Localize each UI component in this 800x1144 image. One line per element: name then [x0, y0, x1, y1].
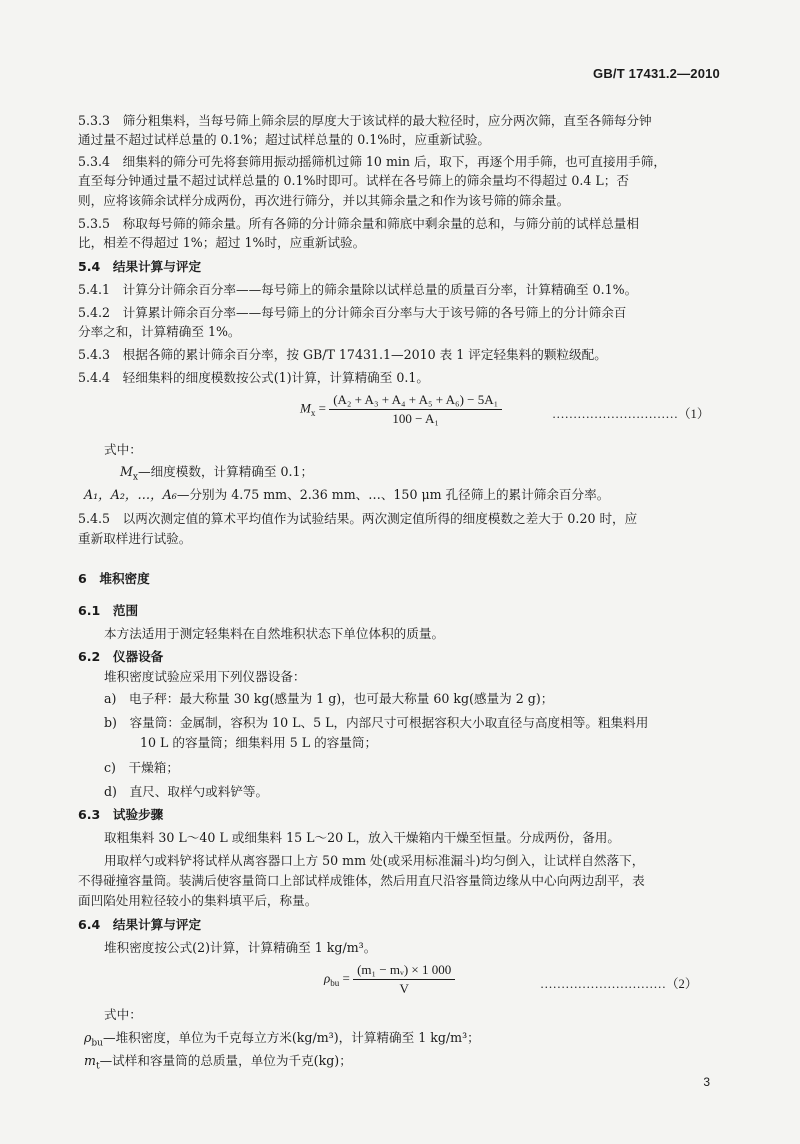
- para-5-3-4-cont2: 则，应将该筛余试样分成两份，再次进行筛分，并以其筛余量之和作为该号筛的筛余量。: [78, 193, 570, 208]
- para-5-3-5: 5.3.5 称取每号筛的筛余量。所有各筛的分计筛余量和筛底中剩余量的总和，与筛分前的试样总量相: [78, 216, 639, 231]
- para-5-4-5-cont: 重新取样进行试验。: [78, 531, 192, 546]
- standard-code-header: GB/T 17431.2—2010: [593, 66, 720, 81]
- formula-1: $M_x$ = $\frac{\text{(A₂ + A₃ + A₄ + A₅ + A₆) − 5A₁}}{\text{100 − A₁}}$: [300, 392, 502, 427]
- formula-1-lhs-sub: x: [310, 408, 316, 419]
- def-a-text: —分别为 4.75 mm、2.36 mm、…、150 μm 孔径筛上的累计筛余百分率。: [176, 487, 610, 502]
- para-6-1: 本方法适用于测定轻集料在自然堆积状态下单位体积的质量。: [104, 626, 445, 641]
- section-6-2-heading: 6.2 仪器设备: [78, 649, 164, 664]
- section-6-1-heading: 6.1 范围: [78, 603, 139, 618]
- def-m1-text: —试样和容量筒的总质量，单位为千克(kg)；: [99, 1053, 352, 1068]
- list-item-c: c) 干燥箱；: [104, 760, 179, 775]
- formula-2-number: …………………………（2）: [540, 977, 698, 991]
- page-number: 3: [703, 1075, 710, 1089]
- def-m1-symbol-sub: t: [95, 1061, 100, 1072]
- def-rho: [84, 1029, 480, 1053]
- formula-2-lhs-sub: bu: [330, 978, 340, 989]
- def-a-list: [84, 486, 609, 504]
- para-5-3-4-cont1: 直至每分钟通过量不超过试样总量的 0.1%时即可。试样在各号筛上的筛余量均不得超过 0.4 L；否: [78, 173, 629, 188]
- para-6-4: 堆积密度按公式(2)计算，计算精确至 1 kg/m³。: [104, 940, 377, 955]
- def-mx: [120, 463, 313, 487]
- def-m1-symbol: m: [84, 1053, 96, 1068]
- formula-2-denominator: V: [399, 981, 409, 996]
- formula-2-fraction: [353, 962, 455, 997]
- para-5-4-5: 5.4.5 以两次测定值的算术平均值作为试验结果。两次测定值所得的细度模数之差大于 0.20 时，应: [78, 511, 638, 526]
- formula-2-lhs: ρ: [324, 970, 331, 986]
- list-item-a: a) 电子秤：最大称量 30 kg(感量为 1 g)，也可最大称量 60 kg(感量为 2 g)；: [104, 691, 554, 706]
- def-mx-symbol: M: [120, 464, 133, 479]
- para-5-4-3: 5.4.3 根据各筛的累计筛余百分率，按 GB/T 17431.1—2010 表 1 评定轻集料的颗粒级配。: [78, 347, 607, 362]
- para-5-4-1: 5.4.1 计算分计筛余百分率——每号筛上的筛余量除以试样总量的质量百分率，计算精确至 0.1%。: [78, 282, 638, 297]
- def-rho-symbol-sub: bu: [91, 1038, 103, 1049]
- where-label-2: 式中：: [104, 1007, 142, 1022]
- formula-1-fraction: [329, 392, 502, 427]
- para-5-3-3: 5.3.3 筛分粗集料，当每号筛上筛余层的厚度大于该试样的最大粒径时，应分两次筛，直至各筛每分钟: [78, 113, 652, 128]
- def-mx-text: —细度模数，计算精确至 0.1；: [137, 464, 314, 479]
- where-label-1: 式中：: [104, 442, 142, 457]
- para-5-4-4: 5.4.4 轻细集料的细度模数按公式(1)计算，计算精确至 0.1。: [78, 370, 429, 385]
- formula-1-lhs: M: [300, 400, 311, 416]
- def-rho-text: —堆积密度，单位为千克每立方米(kg/m³)，计算精确至 1 kg/m³；: [102, 1030, 480, 1045]
- para-6-3-1: 取粗集料 30 L～40 L 或细集料 15 L～20 L，放入干燥箱内干燥至恒量。分成两份，备用。: [104, 830, 620, 845]
- para-5-3-4: 5.3.4 细集料的筛分可先将套筛用振动摇筛机过筛 10 min 后，取下，再逐个用手筛，也可直接用手筛，: [78, 154, 666, 169]
- section-6-4-heading: 6.4 结果计算与评定: [78, 917, 202, 932]
- section-6-heading: 6 堆积密度: [78, 571, 150, 586]
- para-6-2-intro: 堆积密度试验应采用下列仪器设备：: [104, 669, 306, 684]
- section-6-3-heading: 6.3 试验步骤: [78, 807, 164, 822]
- def-m1: [84, 1052, 352, 1076]
- list-item-b: b) 容量筒：金属制，容积为 10 L、5 L，内部尺寸可根据容积大小取直径与高度相等。粗集料用: [104, 715, 649, 730]
- formula-1-number: …………………………（1）: [552, 407, 710, 421]
- def-a-symbols: A₁，A₂，…，A₆: [84, 487, 177, 502]
- formula-1-denominator: 100 − A₁: [392, 411, 439, 426]
- def-mx-symbol-sub: x: [132, 472, 138, 483]
- list-item-d: d) 直尺、取样勺或料铲等。: [104, 784, 269, 799]
- para-6-3-2: 用取样勺或料铲将试样从离容器口上方 50 mm 处(或采用标准漏斗)均匀倒入，让试样自然落下，: [104, 853, 645, 868]
- para-5-3-3-cont: 通过量不超过试样总量的 0.1%；超过试样总量的 0.1%时，应重新试验。: [78, 132, 491, 147]
- para-5-3-5-cont: 比，相差不得超过 1%；超过 1%时，应重新试验。: [78, 235, 366, 250]
- para-6-3-2-cont1: 不得碰撞容量筒。装满后使容量筒口上部试样成锥体，然后用直尺沿容量筒边缘从中心向两边刮平，表: [78, 873, 645, 888]
- formula-2-numerator: (m₁ − mᵥ) × 1 000: [353, 962, 455, 980]
- formula-1-numerator: (A₂ + A₃ + A₄ + A₅ + A₆) − 5A₁: [329, 392, 502, 410]
- section-5-4-heading: 5.4 结果计算与评定: [78, 259, 202, 274]
- para-5-4-2: 5.4.2 计算累计筛余百分率——每号筛上的分计筛余百分率与大于该号筛的各号筛上的分计筛余百: [78, 305, 627, 320]
- list-item-b-cont: 10 L 的容量筒；细集料用 5 L 的容量筒；: [140, 735, 378, 750]
- formula-2: $\rho_{bu}$ = $\frac{\text{(m₁ − mᵥ) × 1 000}}{V}$: [324, 962, 455, 997]
- para-6-3-2-cont2: 面凹陷处用粒径较小的集料填平后，称量。: [78, 893, 318, 908]
- def-rho-symbol: ρ: [84, 1030, 92, 1045]
- para-5-4-2-cont: 分率之和，计算精确至 1%。: [78, 324, 241, 339]
